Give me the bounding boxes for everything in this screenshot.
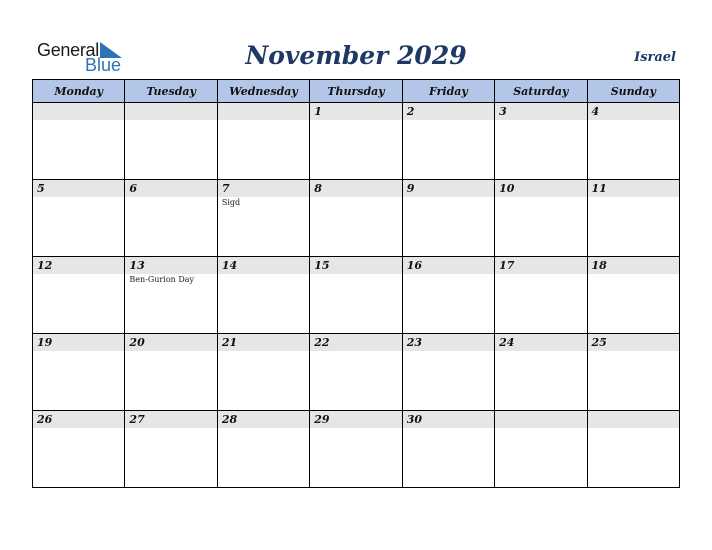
day-number: 29 — [314, 413, 330, 426]
weekday-header: Saturday — [495, 80, 587, 103]
holiday-label: Sigd — [221, 198, 241, 207]
day-number: 5 — [37, 182, 45, 195]
weekday-header: Thursday — [310, 80, 402, 103]
day-cell — [495, 411, 587, 488]
day-number-bar — [403, 334, 494, 351]
day-number-bar — [310, 257, 401, 274]
day-number-bar — [33, 411, 124, 428]
week-row — [33, 257, 680, 334]
calendar-title: November 2029 — [245, 41, 467, 70]
day-cell — [310, 103, 402, 180]
week-row — [33, 103, 680, 180]
week-row — [33, 180, 680, 257]
day-cell — [402, 334, 494, 411]
day-number-bar — [218, 180, 309, 197]
day-number-bar — [495, 180, 586, 197]
weekday-header: Monday — [33, 80, 125, 103]
day-number-bar — [218, 103, 309, 120]
day-number-bar — [495, 103, 586, 120]
day-number-bar — [218, 334, 309, 351]
day-cell — [217, 257, 309, 334]
day-number: 24 — [499, 336, 515, 349]
day-number: 22 — [314, 336, 330, 349]
day-number: 26 — [37, 413, 53, 426]
day-cell — [495, 103, 587, 180]
day-number-bar — [125, 103, 216, 120]
day-number-bar — [310, 103, 401, 120]
day-number-bar — [403, 180, 494, 197]
day-cell — [33, 103, 125, 180]
day-number: 11 — [591, 182, 607, 195]
day-number-bar — [125, 257, 216, 274]
weekday-header-row — [33, 80, 680, 103]
day-number-bar — [588, 411, 679, 428]
day-cell — [33, 180, 125, 257]
day-number: 14 — [221, 259, 238, 272]
day-number: 12 — [37, 259, 53, 272]
day-cell — [33, 257, 125, 334]
day-number: 20 — [129, 336, 145, 349]
day-cell — [125, 257, 217, 334]
day-cell — [402, 257, 494, 334]
day-number: 9 — [406, 182, 415, 195]
day-number-bar — [588, 180, 679, 197]
day-number-bar — [125, 411, 216, 428]
day-number-bar — [125, 334, 216, 351]
day-cell — [125, 411, 217, 488]
day-number: 4 — [591, 105, 600, 118]
day-number-bar — [588, 334, 679, 351]
week-row — [33, 334, 680, 411]
day-cell — [125, 103, 217, 180]
day-number: 7 — [221, 182, 230, 195]
day-number-bar — [403, 411, 494, 428]
day-number: 18 — [591, 259, 607, 272]
weekday-header: Wednesday — [217, 80, 309, 103]
day-number: 19 — [37, 336, 53, 349]
day-number-bar — [495, 257, 586, 274]
weekday-header: Tuesday — [125, 80, 217, 103]
day-cell — [402, 180, 494, 257]
day-number: 27 — [129, 413, 145, 426]
day-cell — [495, 180, 587, 257]
day-number: 6 — [129, 182, 138, 195]
day-number-bar — [33, 257, 124, 274]
day-number: 30 — [406, 413, 422, 426]
day-number: 1 — [314, 105, 322, 118]
day-cell — [587, 411, 679, 488]
day-cell — [217, 411, 309, 488]
day-cell — [310, 334, 402, 411]
day-number-bar — [588, 103, 679, 120]
day-cell — [587, 103, 679, 180]
day-number-bar — [218, 411, 309, 428]
day-cell — [310, 257, 402, 334]
country-label: Israel — [634, 50, 676, 65]
day-cell — [125, 180, 217, 257]
day-number: 15 — [314, 259, 330, 272]
day-number-bar — [495, 411, 586, 428]
day-cell — [310, 411, 402, 488]
day-number: 13 — [129, 259, 145, 272]
day-cell — [495, 334, 587, 411]
day-number-bar — [588, 257, 679, 274]
day-cell — [33, 411, 125, 488]
day-number-bar — [33, 103, 124, 120]
day-number: 10 — [499, 182, 515, 195]
day-number-bar — [495, 334, 586, 351]
day-number-bar — [310, 180, 401, 197]
day-number-bar — [125, 180, 216, 197]
day-cell — [33, 334, 125, 411]
logo-text-blue: Blue — [85, 55, 122, 75]
day-cell — [587, 257, 679, 334]
day-number: 2 — [406, 105, 415, 118]
logo-text-general: General — [37, 40, 99, 60]
day-cell — [217, 334, 309, 411]
calendar-grid — [32, 79, 680, 488]
week-row — [33, 411, 680, 488]
day-cell — [402, 411, 494, 488]
holiday-label: Ben-Gurion Day — [129, 275, 195, 284]
day-number: 28 — [221, 413, 238, 426]
day-number: 8 — [314, 182, 322, 195]
day-cell — [587, 334, 679, 411]
day-cell — [310, 180, 402, 257]
day-number-bar — [33, 180, 124, 197]
weekday-header: Sunday — [587, 80, 679, 103]
day-number: 23 — [406, 336, 422, 349]
day-number-bar — [403, 257, 494, 274]
day-number: 16 — [406, 259, 422, 272]
day-number: 25 — [591, 336, 607, 349]
day-number: 21 — [221, 336, 238, 349]
day-number-bar — [310, 334, 401, 351]
day-cell — [587, 180, 679, 257]
day-number: 17 — [499, 259, 515, 272]
day-number-bar — [403, 103, 494, 120]
day-number-bar — [33, 334, 124, 351]
day-cell — [125, 334, 217, 411]
weekday-header: Friday — [402, 80, 494, 103]
day-cell — [217, 180, 309, 257]
day-cell — [495, 257, 587, 334]
day-number-bar — [218, 257, 309, 274]
day-number: 3 — [499, 105, 507, 118]
day-cell — [402, 103, 494, 180]
day-number-bar — [310, 411, 401, 428]
day-cell — [217, 103, 309, 180]
